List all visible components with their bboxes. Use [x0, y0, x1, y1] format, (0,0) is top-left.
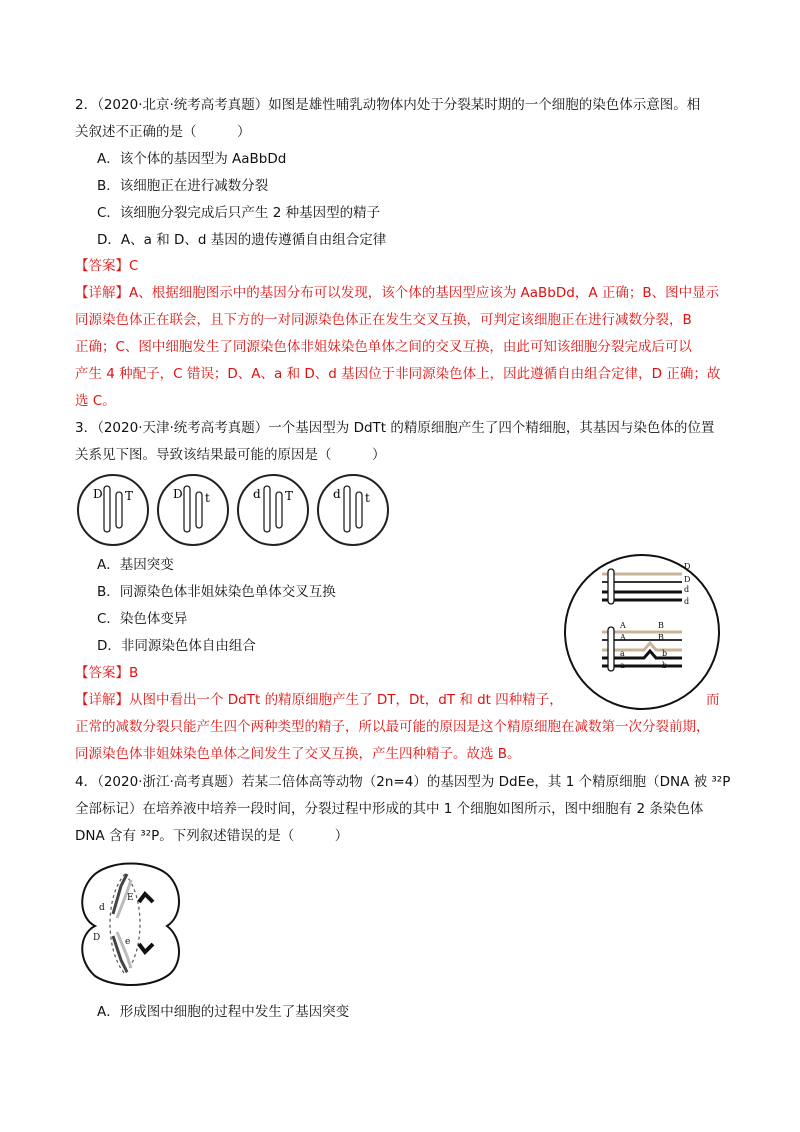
q2-fig-label-7: A [620, 633, 626, 642]
q4-fig-label-1: d [99, 903, 105, 913]
q2-fig-label-12: b [662, 661, 668, 670]
q3-option-d: D．非同源染色体自由组合 [97, 638, 256, 654]
q3-cell-4 [318, 475, 388, 545]
q3-option-c: C．染色体变异 [97, 611, 188, 627]
q2-stem-line2: 关叙述不正确的是（ ） [75, 124, 251, 140]
q3-cell-2-label-2: t [205, 491, 210, 505]
q2-explain-line3: 正确；C、图中细胞发生了同源染色体非姐妹染色单体之间的交叉互换，由此可知该细胞分裂完成后可以 [75, 339, 692, 355]
q2-fig-label-5: A [620, 621, 626, 630]
q3-cell-2 [158, 475, 228, 545]
q2-option-c: C．该细胞分裂完成后只产生 2 种基因型的精子 [97, 205, 381, 221]
q2-explain-line5: 选 C。 [75, 393, 116, 409]
q3-answer: 【答案】B [75, 665, 139, 681]
q3-explain-line1a: 【详解】从图中看出一个 DdTt 的精原细胞产生了 DT，Dt，dT 和 dt 四种精子， [75, 692, 563, 708]
q4-stem-line1: 4．（2020·浙江·高考真题）若某二倍体高等动物（2n=4）的基因型为 DdEe，其 1 个精原细胞（DNA 被 ³²P [75, 774, 731, 790]
q3-cell-3 [238, 475, 308, 545]
q2-explain-line1: 【详解】A、根据细胞图示中的基因分布可以发现，该个体的基因型应该为 AaBbDd，A 正确；B、图中显示 [75, 285, 720, 301]
q2-fig-label-4: d [684, 597, 690, 606]
q4-stem-line3: DNA 含有 ³²P。下列叙述错误的是（ ） [75, 828, 349, 844]
q3-sperm-cells-figure [75, 472, 395, 550]
q2-stem-line1: 2．（2020·北京·统考高考真题）如图是雄性哺乳动物体内处于分裂某时期的一个细胞的染色体示意图。相 [75, 97, 701, 113]
q2-fig-label-8: B [658, 633, 664, 642]
q3-option-b: B．同源染色体非姐妹染色单体交叉互换 [97, 584, 336, 600]
q3-cell-4-label-2: t [365, 491, 370, 505]
q2-cell-figure [562, 552, 722, 712]
q3-cell-3-label-1: d [253, 487, 261, 501]
q3-cell-2-label-1: D [173, 487, 183, 501]
q2-fig-label-6: B [658, 621, 664, 630]
q4-stem-line2: 全部标记）在培养液中培养一段时间，分裂过程中形成的其中 1 个细胞如图所示，图中细胞有 2 条染色体 [75, 801, 704, 817]
q4-fig-label-4: e [125, 937, 131, 947]
q2-explain-line4: 产生 4 种配子，C 错误；D、A、a 和 D、d 基因位于非同源染色体上，因此遵循自由组合定律，D 正确；故 [75, 366, 721, 382]
q3-explain-line3: 同源染色体非姐妹染色单体之间发生了交叉互换，产生四种精子。故选 B。 [75, 746, 521, 762]
q3-stem-line1: 3．（2020·天津·统考高考真题）一个基因型为 DdTt 的精原细胞产生了四个精细胞，其基因与染色体的位置 [75, 420, 715, 436]
q2-fig-label-3: d [684, 585, 690, 594]
q3-cell-1-label-1: D [93, 487, 103, 501]
q3-stem-line2: 关系见下图。导致该结果最可能的原因是（ ） [75, 447, 386, 463]
q2-fig-label-2: D [684, 575, 691, 584]
q3-cell-4-label-1: d [333, 487, 341, 501]
q4-fig-label-2: E [127, 893, 134, 903]
q2-explain-line2: 同源染色体正在联会，且下方的一对同源染色体正在发生交叉互换，可判定该细胞正在进行减数分裂，B [75, 312, 692, 328]
q2-option-b: B．该细胞正在进行减数分裂 [97, 178, 269, 194]
q2-fig-label-11: a [620, 661, 625, 670]
q4-option-a: A．形成图中细胞的过程中发生了基因突变 [97, 1004, 350, 1020]
q2-fig-label-9: a [620, 649, 625, 658]
q2-option-d: D．A、a 和 D、d 基因的遗传遵循自由组合定律 [97, 232, 387, 248]
q4-fig-label-3: D [93, 933, 101, 943]
q2-fig-label-10: b [662, 649, 668, 658]
q3-explain-line2: 正常的减数分裂只能产生四个两种类型的精子，所以最可能的原因是这个精原细胞在减数第一次分裂前期， [75, 719, 710, 735]
q3-cell-3-label-2: T [285, 489, 294, 503]
q2-answer: 【答案】C [75, 258, 139, 274]
q4-dividing-cell-figure [75, 856, 185, 988]
q2-fig-label-1: D [684, 562, 691, 571]
q3-cell-1 [78, 475, 148, 545]
q2-option-a: A．该个体的基因型为 AaBbDd [97, 151, 287, 167]
q3-cell-1-label-2: T [125, 489, 134, 503]
q3-option-a: A．基因突变 [97, 557, 174, 573]
q3-explain-line1b: 而 [706, 692, 720, 708]
